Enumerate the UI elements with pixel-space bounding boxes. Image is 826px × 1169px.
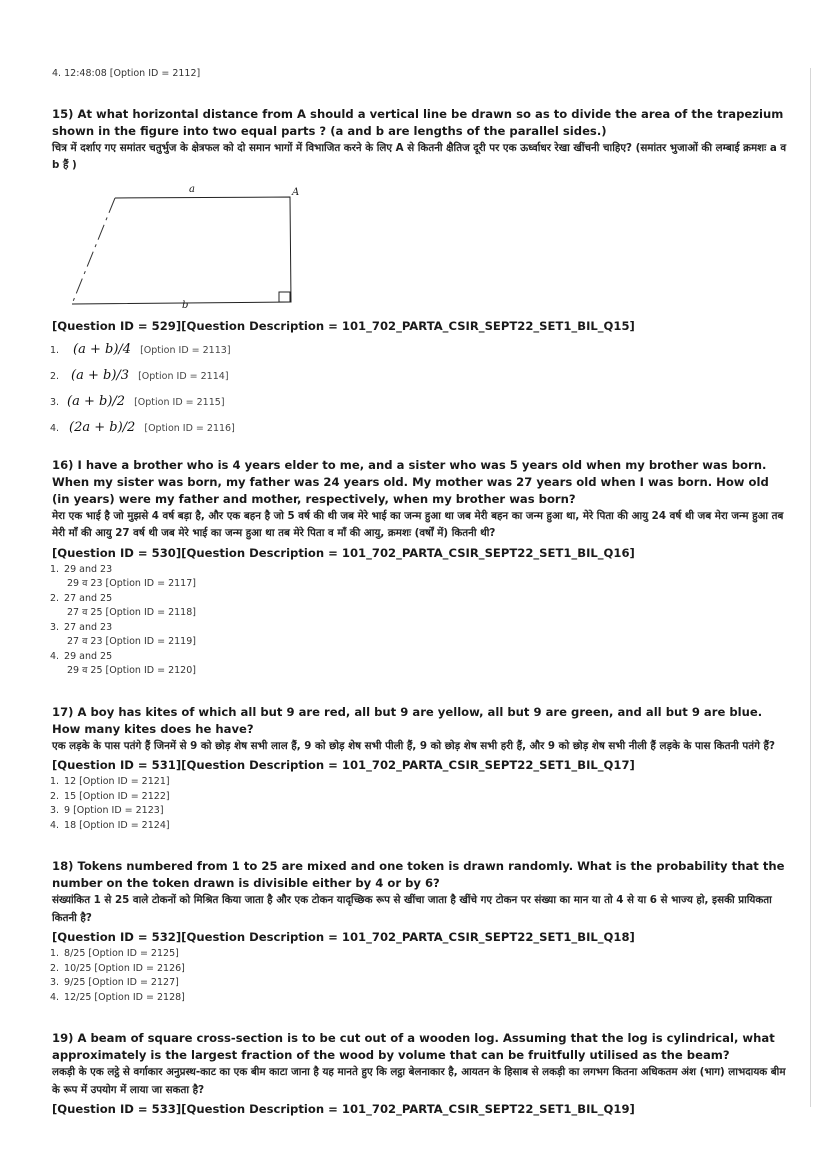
option-text: 10/25 [Option ID = 2126] — [64, 962, 185, 974]
option-text-hindi: 29 व 25 [Option ID = 2120] — [67, 665, 196, 676]
option — [52, 790, 787, 805]
option — [52, 991, 787, 1006]
question-text: 16) I have a brother who is 4 years elder to me, and a sister who was 5 years old when my brother was born. When my sister was born, my father was 24 years old. My mother was 27 years old when I was born. How old (in years) were my father and mother, respectively, when my brother was born? — [52, 457, 769, 506]
option — [52, 621, 787, 650]
question-18 — [52, 858, 787, 1005]
option — [52, 417, 787, 443]
options-list — [52, 947, 787, 1005]
options-list — [52, 339, 787, 443]
question-text-hindi: चित्र में दर्शाए गए समांतर चतुर्भुज के क्षेत्रफल को दो समान भागों में विभाजित करने के लिए A से कितनी क्षैतिज दूरी पर एक ऊर्ध्वाधर रेखा खींचनी चाहिए? (समांतर भुजाओं की लम्बाई क्रमशः a व b हैं ) — [52, 141, 787, 171]
option-number: 1. — [50, 344, 60, 356]
option-formula: (a + b)/2 — [67, 393, 126, 409]
question-text: 19) A beam of square cross-section is to be cut out of a wooden log. Assuming that the log is cylindrical, what approximately is the largest fraction of the wood by volume that can be fruitfully utilised as the beam? — [52, 1031, 775, 1062]
option-number: 1. — [50, 776, 60, 787]
option — [52, 775, 787, 790]
option-number: 2. — [50, 790, 60, 802]
option-number: 4. — [50, 819, 60, 831]
option-text: 8/25 [Option ID = 2125] — [64, 948, 179, 959]
option-number: 3. — [50, 805, 60, 816]
option-text-hindi: 27 व 25 [Option ID = 2118] — [67, 607, 196, 618]
page-right-border — [810, 68, 811, 1107]
option-number: 1. — [50, 948, 60, 959]
option-number: 3. — [50, 977, 60, 988]
trapezium-diagram — [52, 187, 352, 312]
option — [52, 962, 787, 977]
option — [52, 819, 787, 834]
option-formula: (a + b)/3 — [71, 367, 130, 383]
option-text: 9 [Option ID = 2123] — [64, 805, 164, 816]
option — [52, 976, 787, 991]
question-text-hindi: लकड़ी के एक लट्ठे से वर्गाकार अनुप्रस्थ-काट का एक बीम काटा जाना है यह मानते हुए कि लट्ठा बेलनाकार है, आयतन के हिसाब से लकड़ी का लगभग कितना अधिकतम अंश (भाग) लाभदायक बीम के रूप में उपयोग में लाया जा सकता है? — [52, 1066, 786, 1096]
question-text: 15) At what horizontal distance from A should a vertical line be drawn so as to divide the area of the trapezium shown in the figure into two equal parts ? (a and b are lengths of the parallel sides.) — [52, 106, 784, 138]
option — [52, 563, 787, 592]
option-number: 4. — [50, 650, 60, 662]
question-15 — [52, 106, 787, 443]
question-id: [Question ID = 532][Question Description = 101_702_PARTA_CSIR_SEPT22_SET1_BIL_Q18] — [52, 930, 635, 944]
option-text: 27 and 25 — [64, 592, 113, 604]
question-text-hindi: मेरा एक भाई है जो मुझसे 4 वर्ष बड़ा है, और एक बहन है जो 5 वर्ष की थी जब मेरे भाई का जन्म हुआ था जब मेरी बहन का जन्म हुआ था, मेरे पिता की आयु 24 वर्ष थी जब मेरा जन्म हुआ तब मेरी माँ की आयु 27 वर्ष थी जब मेरे भाई का जन्म हुआ था तब मेरे पिता व माँ की आयु, क्रमशः (वर्षों में) कितनी थी? — [52, 509, 784, 539]
question-text-hindi: संख्यांकित 1 से 25 वाले टोकनों को मिश्रित किया जाता है और एक टोकन यादृच्छिक रूप से खींचा जाता है खींचे गए टोकन पर संख्या का मान या तो 4 से या 6 से भाज्य हो, इसकी प्रायिकता कितनी है? — [52, 894, 772, 924]
option-text: 12:48:08 [Option ID = 2112] — [64, 68, 201, 79]
option-formula: (2a + b)/2 — [69, 419, 136, 435]
question-text: 18) Tokens numbered from 1 to 25 are mixed and one token is drawn randomly. What is the probability that the number on the token drawn is divisible either by 4 or by 6? — [52, 859, 785, 890]
option-id: [Option ID = 2114] — [138, 370, 229, 382]
question-paper — [52, 67, 787, 1118]
option-text: 27 and 23 — [64, 621, 113, 633]
option-id: [Option ID = 2113] — [140, 344, 231, 356]
question-id: [Question ID = 531][Question Description = 101_702_PARTA_CSIR_SEPT22_SET1_BIL_Q17] — [52, 758, 635, 772]
option-text: 29 and 23 — [64, 563, 113, 575]
option-text: 12/25 [Option ID = 2128] — [64, 991, 185, 1003]
option-text: 18 [Option ID = 2124] — [64, 819, 170, 831]
option-text-hindi: 27 व 23 [Option ID = 2119] — [67, 636, 196, 647]
option-text: 29 and 25 — [64, 650, 113, 662]
option-number: 2. — [50, 962, 60, 974]
option-formula: (a + b)/4 — [73, 341, 132, 357]
option-number: 2. — [50, 370, 60, 382]
option-number: 4. — [50, 422, 60, 434]
label-b: b — [182, 299, 189, 311]
option-text: 15 [Option ID = 2122] — [64, 790, 170, 802]
question-text: 17) A boy has kites of which all but 9 are red, all but 9 are yellow, all but 9 are green, and all but 9 are blue. How many kites does he have? — [52, 704, 763, 736]
question-17 — [52, 704, 787, 834]
question-text-hindi: एक लड़के के पास पतंगे हैं जिनमें से 9 को छोड़ शेष सभी लाल हैं, 9 को छोड़ शेष सभी पीली हैं, 9 को छोड़ शेष सभी हरी हैं, और 9 को छोड़ शेष सभी नीली हैं लड़के के पास कितनी पतंगे हैं? — [52, 739, 775, 752]
options-list — [52, 775, 787, 833]
label-a: a — [189, 183, 195, 195]
question-id: [Question ID = 530][Question Description = 101_702_PARTA_CSIR_SEPT22_SET1_BIL_Q16] — [52, 545, 635, 560]
option-number: 1. — [50, 563, 60, 575]
option-number: 3. — [50, 621, 60, 633]
option-number: 3. — [50, 396, 60, 408]
option — [52, 804, 787, 819]
options-list — [52, 563, 787, 679]
option-text: 9/25 [Option ID = 2127] — [64, 977, 179, 988]
previous-option — [52, 67, 787, 82]
trapezium-figure — [52, 183, 352, 312]
option-text-hindi: 29 व 23 [Option ID = 2117] — [67, 578, 196, 589]
option — [52, 391, 787, 417]
option-text: 12 [Option ID = 2121] — [64, 776, 170, 787]
option — [52, 650, 787, 679]
option — [52, 947, 787, 962]
question-19 — [52, 1030, 787, 1118]
option — [52, 592, 787, 621]
label-A: A — [292, 186, 300, 198]
question-id: [Question ID = 529][Question Description = 101_702_PARTA_CSIR_SEPT22_SET1_BIL_Q15] — [52, 318, 635, 333]
option-number: 4. — [50, 991, 60, 1003]
question-16 — [52, 457, 787, 679]
option — [52, 365, 787, 391]
option-number: 4. — [52, 68, 62, 79]
option-number: 2. — [50, 592, 60, 604]
option-id: [Option ID = 2115] — [134, 396, 225, 408]
option-id: [Option ID = 2116] — [144, 422, 235, 434]
question-id: [Question ID = 533][Question Description = 101_702_PARTA_CSIR_SEPT22_SET1_BIL_Q19] — [52, 1102, 635, 1116]
option — [52, 339, 787, 365]
